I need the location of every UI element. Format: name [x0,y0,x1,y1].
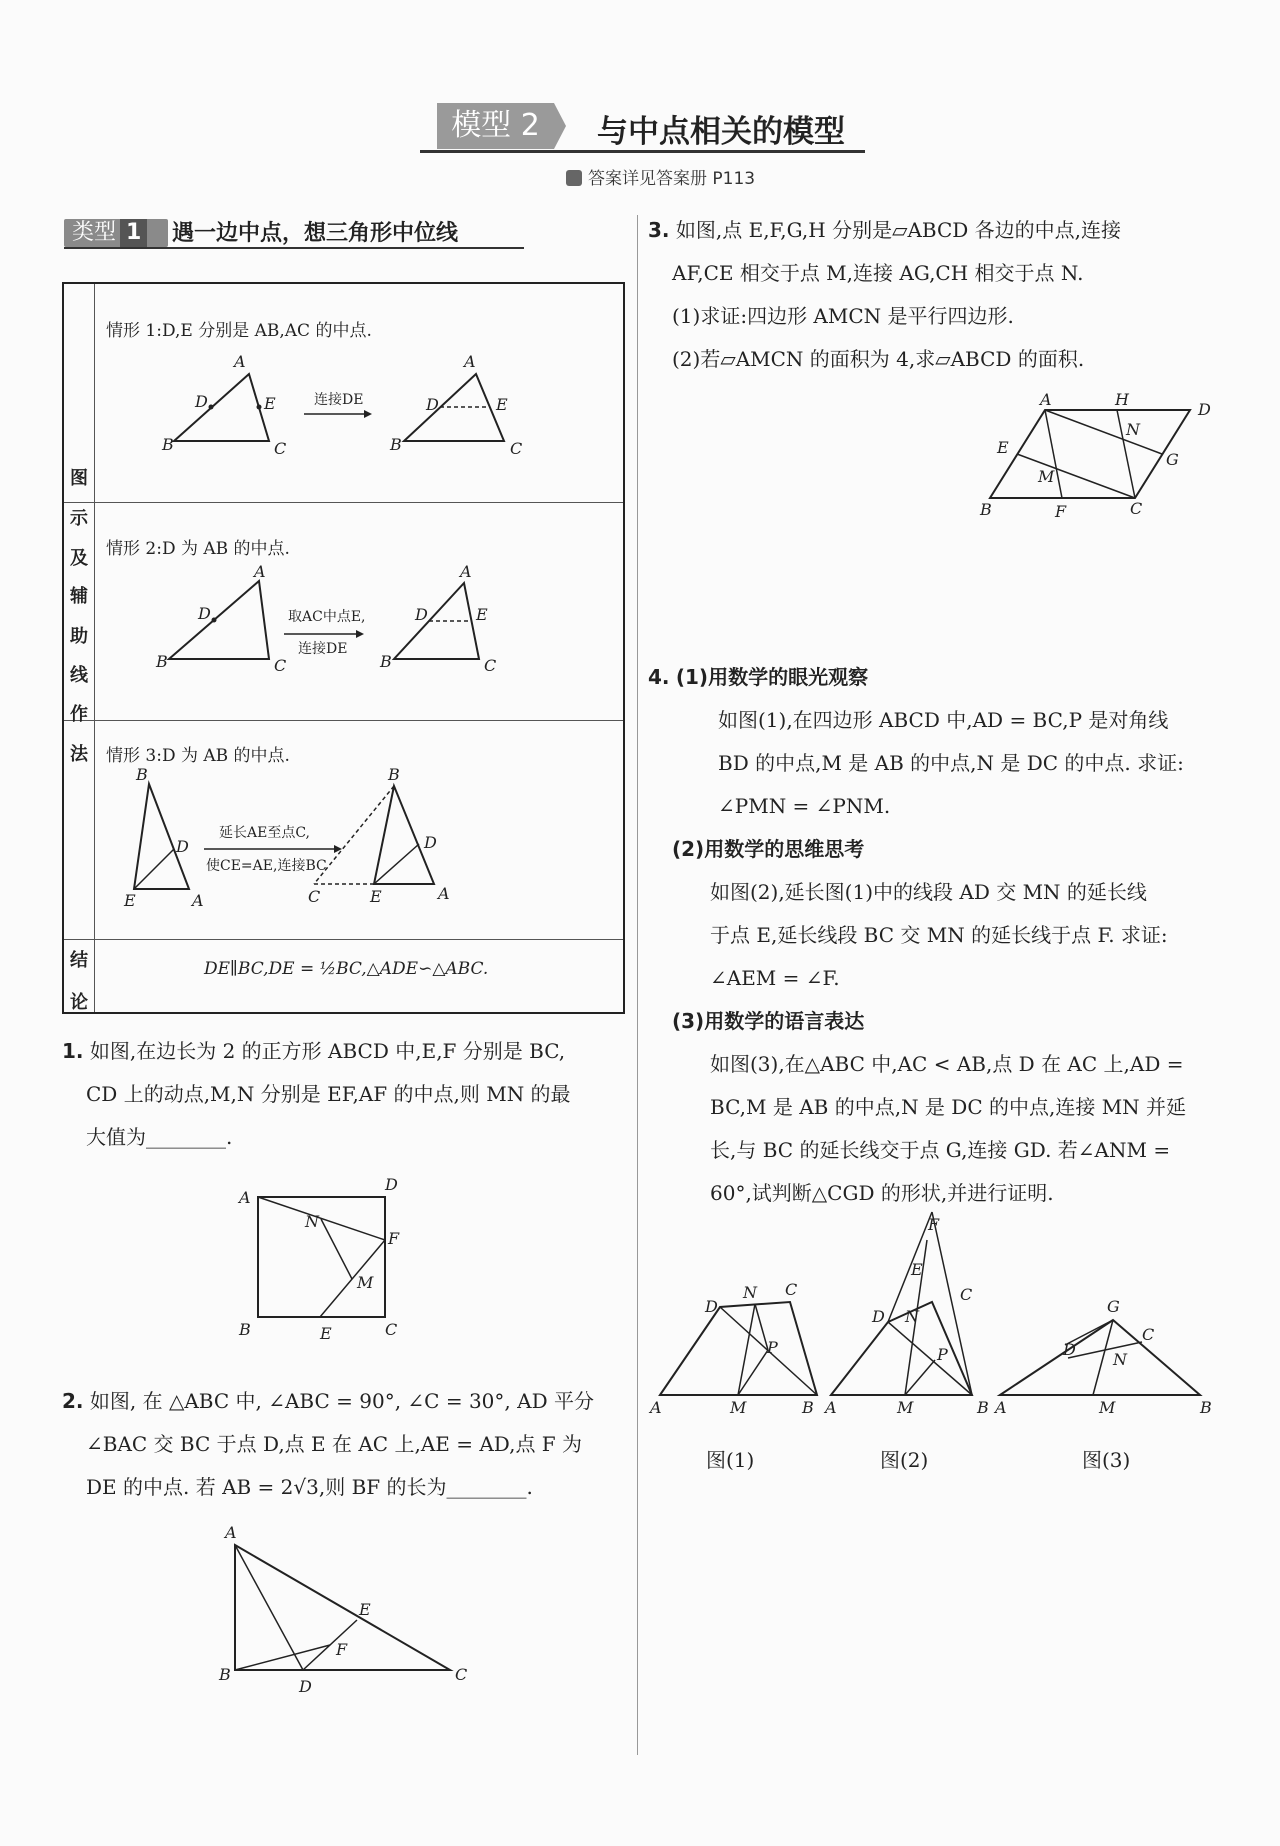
question-3 [648,209,1248,381]
side-label-char: 论 [70,992,88,1013]
svg-text:B: B [388,765,400,784]
case1-figure [94,344,624,494]
question-text: 大值为________. [86,1125,233,1149]
question-text: BC,M 是 AB 的中点,N 是 DC 的中点,连接 MN 并延 [710,1095,1187,1119]
svg-text:A: A [650,1398,662,1417]
figure-caption: 图(1) [706,1448,755,1472]
case3-arrow-label: 使CE=AE,连接BC [206,858,327,874]
case3-arrow-label: 延长AE至点C, [219,825,310,841]
subquestion-heading: (1)用数学的眼光观察 [675,665,869,689]
question-4 [648,656,1248,1215]
svg-text:D: D [176,837,189,856]
svg-text:P: P [937,1345,948,1364]
column-divider [637,215,638,1755]
figure-caption: 图(2) [880,1448,929,1472]
svg-text:F: F [1055,502,1067,521]
svg-text:A: A [995,1398,1007,1417]
svg-text:M: M [1099,1398,1116,1417]
answer-reference [566,164,755,189]
case2-arrow-label: 连接DE [298,641,348,657]
svg-text:C: C [455,1665,468,1684]
case2-text: 情形 2:D 为 AB 的中点. [106,539,290,559]
svg-text:N: N [305,1212,319,1231]
svg-text:E: E [476,605,488,624]
svg-text:E: E [911,1260,923,1279]
svg-text:D: D [424,833,437,852]
question-text: AF,CE 相交于点 M,连接 AG,CH 相交于点 N. [672,261,1084,285]
model-table [62,282,625,1014]
svg-text:F: F [336,1640,348,1659]
svg-text:C: C [484,656,497,675]
svg-text:B: B [977,1398,989,1417]
svg-text:B: B [390,435,402,454]
svg-text:M: M [730,1398,747,1417]
answer-reference-text: 答案详见答案册 P113 [588,169,756,189]
side-label-char: 图 [70,468,88,489]
svg-text:B: B [380,652,392,671]
svg-text:D: D [1198,400,1211,419]
svg-text:A: A [234,352,246,371]
svg-text:M: M [1038,467,1055,486]
svg-text:B: B [162,435,174,454]
question-text: 如图(2),延长图(1)中的线段 AD 交 MN 的延长线 [710,880,1147,904]
question-text: 如图, 在 △ABC 中, ∠ABC = 90°, ∠C = 30°, AD 平分 [89,1389,594,1413]
type-title: 遇一边中点，想三角形中位线 [172,221,459,246]
svg-text:B: B [980,500,992,519]
question-text: BD 的中点,M 是 AB 的中点,N 是 DC 的中点. 求证: [718,751,1184,775]
type-underline [64,247,524,249]
svg-text:B: B [1200,1398,1212,1417]
side-label-char: 示 [70,508,88,529]
question-text: ∠BAC 交 BC 于点 D,点 E 在 AC 上,AE = AD,点 F 为 [86,1432,583,1456]
svg-text:B: B [239,1320,251,1339]
case3-figure [94,765,624,954]
svg-text:A: A [438,884,450,903]
side-label-char: 助 [70,626,88,647]
svg-text:A: A [1040,390,1052,409]
svg-text:D: D [426,395,439,414]
svg-text:D: D [195,392,208,411]
side-label-char: 结 [70,950,88,971]
svg-text:E: E [359,1600,371,1619]
svg-text:N: N [1126,420,1140,439]
question-text: 60°,试判断△CGD 的形状,并进行证明. [710,1181,1054,1205]
svg-text:P: P [767,1338,778,1357]
svg-text:G: G [1107,1297,1120,1316]
side-label-char: 法 [70,744,88,765]
question-text: ∠PMN = ∠PNM. [718,794,891,818]
svg-text:C: C [785,1280,798,1299]
svg-text:E: E [496,395,508,414]
svg-text:E: E [264,394,276,413]
subquestion-heading: (2)用数学的思维思考 [672,837,865,861]
svg-text:B: B [219,1665,231,1684]
svg-text:E: E [320,1324,332,1343]
svg-text:C: C [1142,1325,1155,1344]
svg-text:M: M [357,1273,374,1292]
svg-text:F: F [388,1229,400,1248]
subquestion-heading: (3)用数学的语言表达 [672,1009,865,1033]
case2-figure [94,562,624,719]
question-number: 4. [648,665,670,689]
pencil-icon [566,170,582,186]
svg-text:D: D [415,605,428,624]
svg-text:E: E [124,891,136,910]
question-text: 于点 E,延长线段 BC 交 MN 的延长线于点 F. 求证: [710,923,1168,947]
svg-text:D: D [1063,1340,1076,1359]
q1-figure [235,1170,425,1345]
row-divider [64,502,623,503]
svg-text:C: C [385,1320,398,1339]
question-2 [62,1380,630,1509]
svg-text:H: H [1115,390,1129,409]
svg-text:C: C [274,439,287,458]
question-1 [62,1030,630,1159]
side-label-char: 及 [70,548,88,569]
type-tag [64,219,168,247]
svg-text:E: E [997,438,1009,457]
question-number: 3. [648,218,670,242]
case1-text: 情形 1:D,E 分别是 AB,AC 的中点. [106,321,372,341]
question-text: 长,与 BC 的延长线交于点 G,连接 GD. 若∠ANM = [710,1138,1171,1162]
svg-text:D: D [385,1175,398,1194]
side-label-char: 作 [70,704,88,725]
svg-text:D: D [872,1307,885,1326]
svg-text:B: B [136,765,148,784]
side-label-char: 辅 [70,586,88,607]
svg-text:A: A [464,352,476,371]
question-text: 如图,在边长为 2 的正方形 ABCD 中,E,F 分别是 BC, [89,1039,566,1063]
svg-text:C: C [308,887,321,906]
svg-text:A: A [254,562,266,581]
svg-text:C: C [510,439,523,458]
q4-figure-3 [995,1280,1210,1420]
row-divider [64,720,623,721]
case2-arrow-label: 取AC中点E, [288,609,366,625]
type-tag-label: 类型 [72,220,117,245]
svg-text:B: B [802,1398,814,1417]
svg-text:D: D [705,1297,718,1316]
svg-text:A: A [192,891,204,910]
svg-text:N: N [905,1307,919,1326]
svg-text:A: A [825,1398,837,1417]
question-part: (2)若▱AMCN 的面积为 4,求▱ABCD 的面积. [672,347,1085,371]
side-label-char: 线 [70,665,88,686]
q3-figure [970,385,1220,525]
case3-text: 情形 3:D 为 AB 的中点. [106,746,290,766]
svg-text:A: A [239,1188,251,1207]
svg-text:C: C [1130,499,1143,518]
model-tag-tail [554,103,566,149]
question-number: 2. [62,1389,84,1413]
question-text: CD 上的动点,M,N 分别是 EF,AF 的中点,则 MN 的最 [86,1082,571,1106]
conclusion-text: DE∥BC,DE = ½BC,△ADE∽△ABC. [204,959,489,979]
svg-text:F: F [928,1215,940,1234]
svg-text:N: N [743,1283,757,1302]
q4-figure-2 [825,1210,1000,1420]
figure-caption: 图(3) [1082,1448,1131,1472]
svg-text:N: N [1113,1350,1127,1369]
page-title: 与中点相关的模型 [597,114,845,150]
title-underline [420,150,865,153]
q2-figure [215,1520,485,1700]
question-text: 如图(1),在四边形 ABCD 中,AD = BC,P 是对角线 [718,708,1169,732]
svg-text:E: E [370,887,382,906]
svg-text:A: A [225,1523,237,1542]
question-number: 1. [62,1039,84,1063]
svg-text:A: A [460,562,472,581]
model-tag: 模型 2 [437,103,554,149]
svg-text:B: B [156,652,168,671]
question-text: DE 的中点. 若 AB = 2√3,则 BF 的长为________. [86,1475,533,1499]
svg-text:C: C [274,656,287,675]
case1-arrow-label: 连接DE [314,392,364,408]
svg-text:C: C [960,1285,973,1304]
table-side-column [64,284,95,1012]
question-text: 如图,点 E,F,G,H 分别是▱ABCD 各边的中点,连接 [675,218,1122,242]
svg-text:G: G [1166,450,1179,469]
type-tag-number: 1 [120,219,147,247]
question-text: 如图(3),在△ABC 中,AC < AB,点 D 在 AC 上,AD = [710,1052,1184,1076]
svg-text:D: D [299,1677,312,1696]
question-part: (1)求证:四边形 AMCN 是平行四边形. [672,304,1014,328]
svg-text:D: D [198,604,211,623]
svg-text:M: M [897,1398,914,1417]
q4-figure-1 [650,1210,830,1420]
question-text: ∠AEM = ∠F. [710,966,840,990]
